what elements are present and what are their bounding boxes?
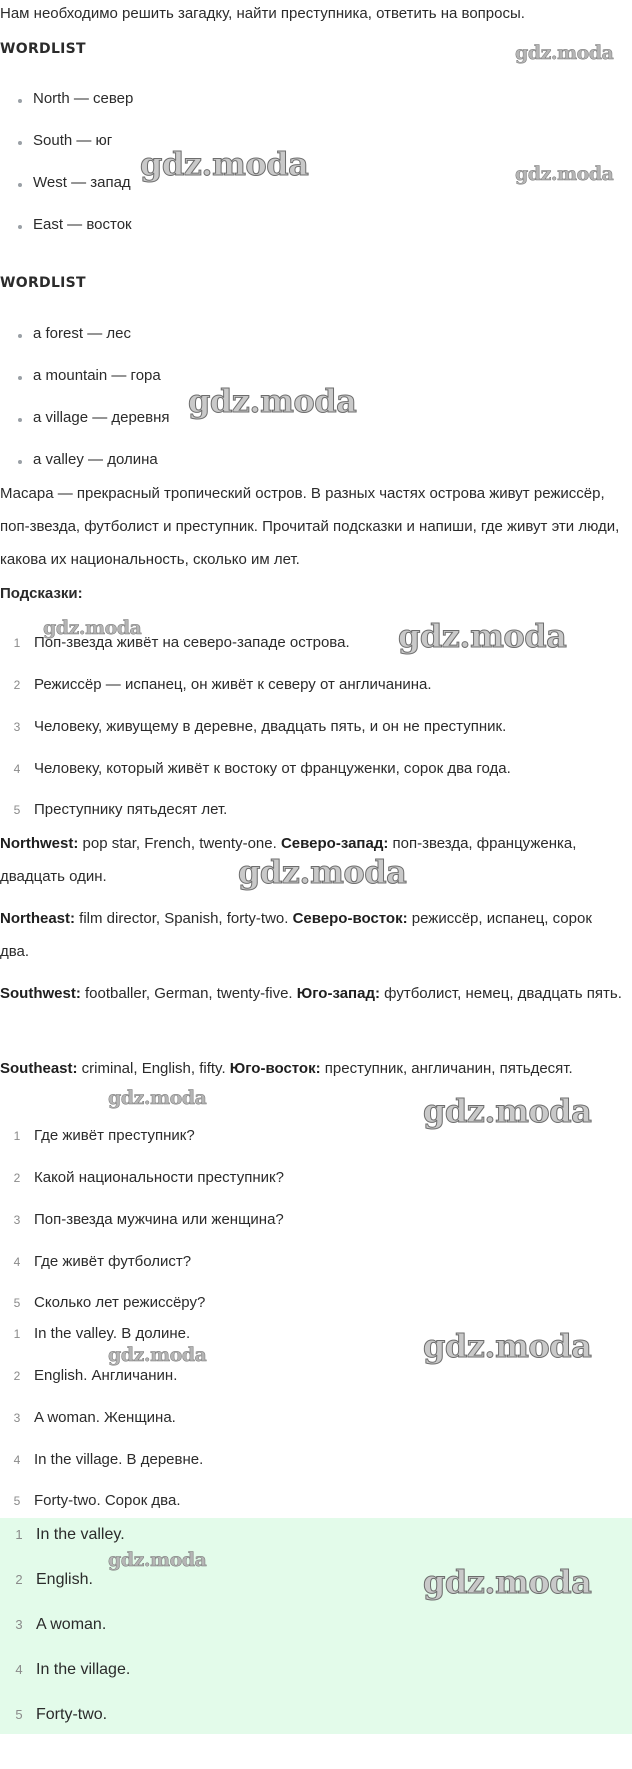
item-number: 1	[13, 1129, 21, 1143]
answer-item	[0, 1409, 176, 1426]
item-text: Forty-two. Сорок два.	[34, 1492, 181, 1509]
answer-item	[2, 1661, 130, 1679]
intro-text: Нам необходимо решить загадку, найти преступника, ответить на вопросы.	[0, 5, 525, 22]
question-item	[0, 1211, 284, 1228]
item-number: 2	[15, 1572, 23, 1587]
watermark-logo: gdz.moda	[515, 42, 614, 64]
list-item: West — запад	[33, 174, 131, 191]
answer-item	[2, 1706, 107, 1724]
watermark-logo: gdz.moda	[515, 163, 614, 185]
item-text: Какой национальности преступник?	[34, 1169, 284, 1186]
item-text: Forty-two.	[36, 1706, 108, 1723]
item-number: 2	[13, 1369, 21, 1383]
watermark-logo: gdz.moda	[43, 617, 142, 639]
wordlist-heading: WORDLIST	[0, 41, 86, 57]
answer-item	[0, 1451, 203, 1468]
item-number: 1	[15, 1527, 23, 1542]
item-number: 3	[13, 1411, 21, 1425]
item-text: A woman.	[36, 1616, 107, 1633]
wordlist-heading: WORDLIST	[0, 275, 86, 291]
answer-item	[2, 1571, 93, 1589]
item-number: 2	[13, 1171, 21, 1185]
list-item: North — север	[33, 90, 134, 107]
item-number: 4	[13, 1453, 21, 1467]
item-text: In the village. В деревне.	[34, 1451, 204, 1468]
answers-box	[0, 1518, 632, 1734]
hints-heading: Подсказки:	[0, 585, 83, 602]
item-text: Человеку, который живёт к востоку от француженки, сорок два года.	[34, 760, 511, 777]
item-text: Где живёт футболист?	[34, 1253, 192, 1270]
item-text: English.	[36, 1571, 93, 1588]
fact-southeast: Southeast: criminal, English, fifty. Юго-восток: преступник, англичанин, пятьдесят.	[0, 1060, 573, 1077]
list-item: South — юг	[33, 132, 113, 149]
watermark-logo: gdz.moda	[188, 382, 357, 420]
item-text: Поп-звезда живёт на северо-западе острова.	[34, 634, 350, 651]
list-item: a village — деревня	[33, 409, 170, 426]
item-number: 1	[13, 1327, 21, 1341]
item-text: A woman. Женщина.	[34, 1409, 176, 1426]
watermark-logo: gdz.moda	[423, 1092, 592, 1130]
item-number: 5	[15, 1707, 23, 1722]
watermark-logo: gdz.moda	[108, 1087, 207, 1109]
watermark-logo: gdz.moda	[238, 853, 407, 891]
list-item: a valley — долина	[33, 451, 158, 468]
fact-northeast: Northeast: film director, Spanish, forty-two. Северо-восток: режиссёр, испанец, сорок два.	[0, 910, 592, 960]
task-text: Масара — прекрасный тропический остров. В разных частях острова живут режиссёр, поп-звезда, футболист и преступник. Прочитай подсказки и напиши, где живут эти люди, какова их национальность, сколько им лет.	[0, 485, 620, 568]
item-text: In the village.	[36, 1661, 131, 1678]
item-number: 2	[13, 678, 21, 692]
list-item: a forest — лес	[33, 325, 131, 342]
item-number: 4	[13, 762, 21, 776]
answer-item	[2, 1526, 125, 1544]
watermark-logo: gdz.moda	[108, 1549, 207, 1571]
fact-southwest: Southwest: footballer, German, twenty-five. Юго-запад: футболист, немец, двадцать пять.	[0, 985, 622, 1002]
item-number: 4	[15, 1662, 23, 1677]
watermark-logo: gdz.moda	[398, 617, 567, 655]
item-number: 5	[13, 803, 21, 817]
question-item	[0, 1127, 195, 1144]
question-item	[0, 1169, 284, 1186]
question-item	[0, 1253, 191, 1270]
item-number: 3	[13, 720, 21, 734]
fact-northwest: Northwest: pop star, French, twenty-one. Северо-запад: поп-звезда, француженка, двадцать один.	[0, 835, 577, 885]
answer-item	[2, 1616, 106, 1634]
item-number: 5	[13, 1494, 21, 1508]
watermark-logo: gdz.moda	[140, 145, 309, 183]
item-number: 3	[15, 1617, 23, 1632]
hint-item	[0, 760, 511, 777]
hint-item	[0, 676, 432, 693]
item-number: 1	[13, 636, 21, 650]
item-number: 4	[13, 1255, 21, 1269]
item-text: In the valley.	[36, 1526, 125, 1543]
list-item: East — восток	[33, 216, 132, 233]
item-text: In the valley. В долине.	[34, 1325, 191, 1342]
item-text: Сколько лет режиссёру?	[34, 1294, 206, 1311]
answer-item	[0, 1367, 177, 1384]
item-text: Поп-звезда мужчина или женщина?	[34, 1211, 284, 1228]
question-item	[0, 1294, 205, 1311]
watermark-logo: gdz.moda	[108, 1344, 207, 1366]
watermark-logo: gdz.moda	[423, 1563, 592, 1601]
item-text: Преступнику пятьдесят лет.	[34, 801, 228, 818]
watermark-logo: gdz.moda	[423, 1327, 592, 1365]
item-text: English. Англичанин.	[34, 1367, 178, 1384]
item-number: 5	[13, 1296, 21, 1310]
item-text: Где живёт преступник?	[34, 1127, 195, 1144]
hint-item	[0, 801, 227, 818]
item-text: Режиссёр — испанец, он живёт к северу от англичанина.	[34, 676, 432, 693]
item-number: 3	[13, 1213, 21, 1227]
answer-item	[0, 1492, 181, 1509]
hint-item	[0, 718, 506, 735]
item-text: Человеку, живущему в деревне, двадцать пять, и он не преступник.	[34, 718, 507, 735]
answer-item	[0, 1325, 190, 1342]
list-item: a mountain — гора	[33, 367, 161, 384]
